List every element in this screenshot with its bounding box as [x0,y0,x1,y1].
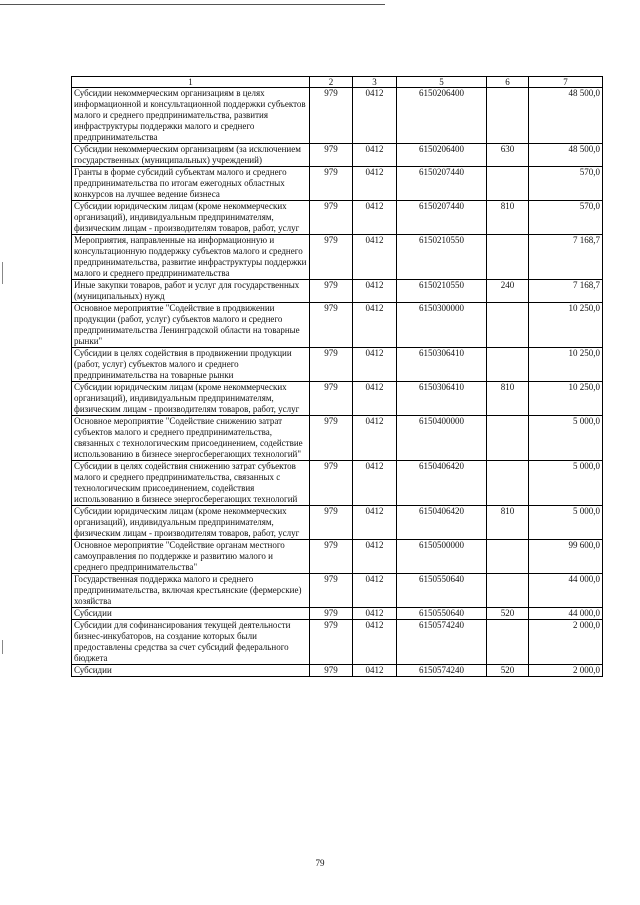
cell-target-article: 6150207440 [397,201,487,235]
cell-section-code: 0412 [353,88,397,144]
row-description: Государственная поддержка малого и среднего предпринимательства, включая крестьянские (фермерские) хозяйства [72,574,310,608]
cell-ministry-code: 979 [310,88,353,144]
cell-ministry-code: 979 [310,461,353,506]
cell-amount: 10 250,0 [529,382,603,416]
cell-amount: 2 000,0 [529,620,603,665]
table-row [72,167,603,201]
column-header: 5 [397,77,487,88]
cell-section-code: 0412 [353,303,397,348]
cell-amount: 570,0 [529,201,603,235]
table-row [72,574,603,608]
cell-target-article: 6150206400 [397,88,487,144]
cell-expense-type [487,620,529,665]
cell-target-article: 6150306410 [397,348,487,382]
cell-expense-type: 810 [487,506,529,540]
column-header: 2 [310,77,353,88]
cell-section-code: 0412 [353,461,397,506]
row-description: Субсидии некоммерческим организациям (за исключением государственных (муниципальных) учреждений) [72,144,310,167]
cell-section-code: 0412 [353,280,397,303]
cell-ministry-code: 979 [310,303,353,348]
cell-section-code: 0412 [353,167,397,201]
table-row [72,416,603,461]
table-row [72,382,603,416]
row-description: Субсидии юридическим лицам (кроме некоммерческих организаций), индивидуальным предпринимателям, физическим лицам - производителям товаров, работ, услуг [72,201,310,235]
cell-amount: 99 600,0 [529,540,603,574]
table-row [72,665,603,677]
cell-target-article: 6150210550 [397,280,487,303]
cell-ministry-code: 979 [310,608,353,620]
cell-amount: 570,0 [529,167,603,201]
top-rule [0,4,385,5]
cell-amount: 44 000,0 [529,574,603,608]
row-description: Гранты в форме субсидий субъектам малого и среднего предпринимательства по итогам ежегодных областных конкурсов на лучшее ведение бизнеса [72,167,310,201]
cell-ministry-code: 979 [310,201,353,235]
cell-target-article: 6150210550 [397,235,487,280]
cell-expense-type: 520 [487,665,529,677]
cell-amount: 48 500,0 [529,144,603,167]
cell-ministry-code: 979 [310,574,353,608]
cell-ministry-code: 979 [310,665,353,677]
cell-amount: 10 250,0 [529,303,603,348]
table-row [72,608,603,620]
cell-ministry-code: 979 [310,506,353,540]
cell-ministry-code: 979 [310,167,353,201]
cell-target-article: 6150550640 [397,574,487,608]
cell-target-article: 6150400000 [397,416,487,461]
column-header: 7 [529,77,603,88]
cell-expense-type: 810 [487,201,529,235]
cell-section-code: 0412 [353,540,397,574]
cell-expense-type [487,303,529,348]
table-row [72,506,603,540]
table-row [72,348,603,382]
cell-target-article: 6150207440 [397,167,487,201]
scan-edge-mark [2,640,3,654]
cell-ministry-code: 979 [310,382,353,416]
cell-expense-type [487,348,529,382]
row-description: Мероприятия, направленные на информационную и консультационную поддержку субъектов малого и среднего предпринимательства, развитие инфраструктуры поддержки малого и среднего предпринимательства [72,235,310,280]
page-number: 79 [315,858,325,868]
cell-expense-type [487,416,529,461]
cell-ministry-code: 979 [310,620,353,665]
cell-target-article: 6150406420 [397,461,487,506]
cell-section-code: 0412 [353,506,397,540]
column-header: 3 [353,77,397,88]
cell-amount: 7 168,7 [529,280,603,303]
table-row [72,88,603,144]
row-description: Основное мероприятие "Содействие в продвижении продукции (работ, услуг) субъектов малого и среднего предпринимательства Ленинградской области на товарные рынки" [72,303,310,348]
cell-expense-type: 810 [487,382,529,416]
table-row [72,144,603,167]
row-description: Иные закупки товаров, работ и услуг для государственных (муниципальных) нужд [72,280,310,303]
cell-section-code: 0412 [353,665,397,677]
cell-expense-type [487,88,529,144]
cell-expense-type [487,235,529,280]
cell-target-article: 6150206400 [397,144,487,167]
cell-amount: 7 168,7 [529,235,603,280]
cell-section-code: 0412 [353,235,397,280]
cell-section-code: 0412 [353,201,397,235]
column-header: 6 [487,77,529,88]
cell-target-article: 6150406420 [397,506,487,540]
cell-amount: 44 000,0 [529,608,603,620]
table-row [72,201,603,235]
table-row [72,303,603,348]
cell-expense-type [487,461,529,506]
cell-target-article: 6150500000 [397,540,487,574]
row-description: Субсидии для софинансирования текущей деятельности бизнес-инкубаторов, на создание которых были предоставлены средства за счет субсидий федерального бюджета [72,620,310,665]
row-description: Субсидии юридическим лицам (кроме некоммерческих организаций), индивидуальным предпринимателям, физическим лицам - производителям товаров, работ, услуг [72,382,310,416]
cell-ministry-code: 979 [310,348,353,382]
row-description: Субсидии некоммерческим организациям в целях информационной и консультационной поддержки субъектов малого и среднего предпринимательства, развития инфраструктуры поддержки малого и среднего предпринимательства [72,88,310,144]
table-row [72,280,603,303]
cell-section-code: 0412 [353,574,397,608]
row-description: Субсидии [72,665,310,677]
cell-amount: 5 000,0 [529,416,603,461]
cell-amount: 2 000,0 [529,665,603,677]
header-row [72,77,603,88]
budget-table [71,76,603,677]
cell-section-code: 0412 [353,608,397,620]
cell-section-code: 0412 [353,382,397,416]
cell-section-code: 0412 [353,348,397,382]
cell-section-code: 0412 [353,620,397,665]
cell-amount: 5 000,0 [529,506,603,540]
row-description: Основное мероприятие "Содействие снижению затрат субъектов малого и среднего предпринимательства, связанных с технологическим присоединением, содействие использованию в бизнесе энергосберегающих технологий" [72,416,310,461]
column-header: 1 [72,77,310,88]
cell-target-article: 6150574240 [397,665,487,677]
cell-ministry-code: 979 [310,540,353,574]
row-description: Субсидии юридическим лицам (кроме некоммерческих организаций), индивидуальным предпринимателям, физическим лицам - производителям товаров, работ, услуг [72,506,310,540]
cell-section-code: 0412 [353,416,397,461]
cell-target-article: 6150574240 [397,620,487,665]
cell-expense-type: 520 [487,608,529,620]
cell-expense-type: 630 [487,144,529,167]
row-description: Субсидии в целях содействия в продвижении продукции (работ, услуг) субъектов малого и среднего предпринимательства на товарные рынки [72,348,310,382]
cell-ministry-code: 979 [310,280,353,303]
table-row [72,235,603,280]
table-row [72,620,603,665]
row-description: Основное мероприятие "Содействие органам местного самоуправления по поддержке и развитию малого и среднего предпринимательства" [72,540,310,574]
row-description: Субсидии в целях содействия снижению затрат субъектов малого и среднего предпринимательства, связанных с технологическим присоединением, содействия использованию в бизнесе энергосберегающих технологий [72,461,310,506]
cell-ministry-code: 979 [310,416,353,461]
scan-edge-mark [2,262,3,284]
cell-section-code: 0412 [353,144,397,167]
cell-expense-type: 240 [487,280,529,303]
cell-target-article: 6150550640 [397,608,487,620]
row-description: Субсидии [72,608,310,620]
cell-ministry-code: 979 [310,235,353,280]
cell-amount: 48 500,0 [529,88,603,144]
cell-expense-type [487,540,529,574]
cell-amount: 5 000,0 [529,461,603,506]
cell-expense-type [487,167,529,201]
table-row [72,540,603,574]
cell-expense-type [487,574,529,608]
table-row [72,461,603,506]
cell-amount: 10 250,0 [529,348,603,382]
cell-ministry-code: 979 [310,144,353,167]
cell-target-article: 6150300000 [397,303,487,348]
cell-target-article: 6150306410 [397,382,487,416]
